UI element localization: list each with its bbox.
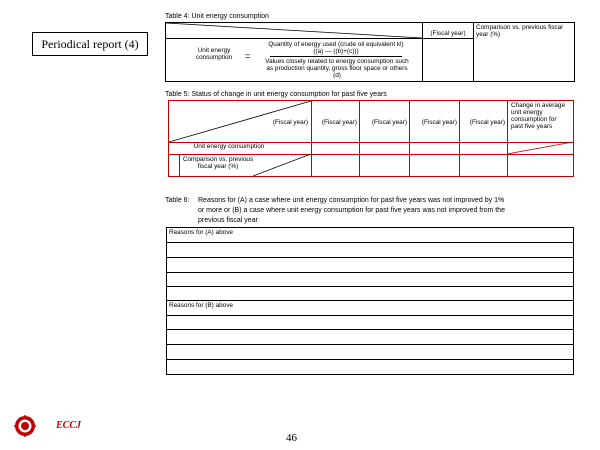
table4-numerator: Quantity of energy used (crude oil equivalent kl) <box>268 41 404 48</box>
table6-row <box>167 272 573 273</box>
table6-caption-line3: previous fiscal year <box>198 217 258 224</box>
table6-row <box>167 359 573 360</box>
page-number: 46 <box>286 432 297 444</box>
table6-caption-line2: or more or (B) a case where unit energy consumption for past five years was not improved from the <box>198 207 505 214</box>
table4-label: Unit energy consumption <box>195 47 233 62</box>
table5-row2-diagonal <box>253 154 311 176</box>
table6-row <box>167 329 573 330</box>
table6-row <box>167 257 573 258</box>
table6-caption-prefix: Table 6: <box>165 197 190 204</box>
table4-header-diagonal <box>166 23 422 39</box>
table5-fy-2: (Fiscal year) <box>321 119 357 126</box>
table4-denominator: Values closely related to energy consumption such as production quantity, gross floor space or others (d) <box>265 58 409 80</box>
table5-fy-1: (Fiscal year) <box>272 119 308 126</box>
table4-caption: Table 4: Unit energy consumption <box>165 13 269 20</box>
table5-fy-4: (Fiscal year) <box>421 119 457 126</box>
table6 <box>166 227 574 375</box>
table5-fy-3: (Fiscal year) <box>371 119 407 126</box>
table6-row <box>167 286 573 287</box>
table6-row <box>167 242 573 243</box>
table5-caption: Table 5: Status of change in unit energy consumption for past five years <box>165 91 387 98</box>
table6-reasons-b-label: Reasons for (B) above <box>169 302 233 309</box>
table5-row1-label: Unit energy consumption <box>193 143 265 150</box>
table6-caption-line1: Reasons for (A) a case where unit energy consumption for past five years was not improved by 1% <box>198 197 505 204</box>
table6-reasons-a-label: Reasons for (A) above <box>169 229 233 236</box>
table4-numerator-formula: ((a) — ((b)+(c))) <box>313 48 359 55</box>
table6-row <box>167 300 573 301</box>
footer-org: ECCJ <box>56 420 82 431</box>
slide-title: Periodical report (4) <box>32 32 148 56</box>
table4-col-comparison: Comparison vs. previous fiscal year (%) <box>476 24 563 39</box>
table5 <box>168 100 574 177</box>
table6-row <box>167 315 573 316</box>
table5-row2-label: Comparison vs. previous fiscal year (%) <box>182 156 254 171</box>
table4-col-fiscal-year: (Fiscal year) <box>430 30 466 37</box>
table4-equals: = <box>245 51 251 61</box>
table4 <box>165 22 575 82</box>
table5-last-diagonal <box>507 142 573 154</box>
table6-row <box>167 344 573 345</box>
eccj-logo-icon <box>14 415 36 437</box>
table5-header-last: Change in average unit energy consumption for past five years <box>511 102 566 131</box>
table4-fraction-bar <box>270 56 402 57</box>
table5-fy-5: (Fiscal year) <box>469 119 505 126</box>
